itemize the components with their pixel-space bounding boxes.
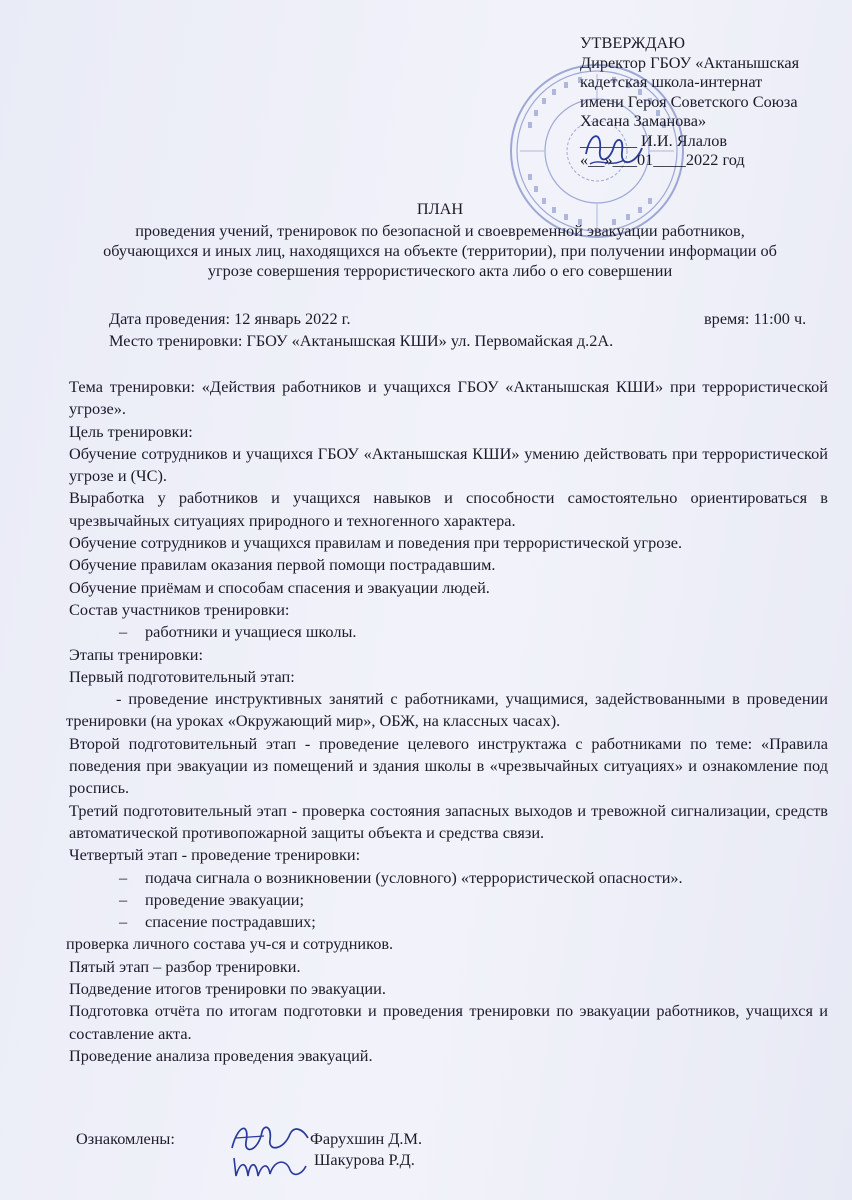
stage4-item xyxy=(66,889,828,911)
stage5: Пятый этап – разбор тренировки. xyxy=(69,956,301,976)
stage4-label: Четвертый этап - проведение тренировки: xyxy=(69,845,361,865)
training-time: время: 11:00 ч. xyxy=(704,309,807,328)
closing-item: Подведение итогов тренировки по эвакуации. xyxy=(69,979,386,999)
goal-item: Выработка у работников и учащихся навыков и способности самостоятельно ориентироваться в чрезвычайных ситуациях природного и техногенного характера. xyxy=(69,488,828,530)
document-title xyxy=(60,199,820,281)
goal-item: Обучение приёмам и способам спасения и эвакуации людей. xyxy=(69,577,490,597)
dash-marker: – xyxy=(119,912,128,932)
approval-line: кадетская школа-интернат xyxy=(580,72,763,91)
training-topic: Тема тренировки: «Действия работников и учащихся ГБОУ «Актанышская КШИ» при террористической угрозе». xyxy=(69,377,828,419)
approval-signature-line: _______ И.И. Ялалов xyxy=(580,130,728,150)
signers-label: Ознакомлены: xyxy=(76,1129,175,1148)
approval-line: Директор ГБОУ «Актанышская xyxy=(580,52,800,72)
stage4-item-text: подача сигнала о возникновении (условного) «террористической опасности». xyxy=(145,867,683,887)
stage1-item: - проведение инструктивных занятий с работниками, учащимися, задействованными в проведении тренировки (на уроках «Окружающий мир», ОБЖ, на классных часах). xyxy=(66,689,828,731)
participants-item xyxy=(66,621,828,643)
stage4-item-text: проведение эвакуации; xyxy=(145,889,305,909)
title-heading: ПЛАН xyxy=(416,199,464,218)
dash-marker: – xyxy=(119,622,128,642)
participants-item-text: работники и учащиеся школы. xyxy=(145,622,357,642)
stage4-item-text: спасение пострадавших; xyxy=(145,912,316,932)
signer-name: Фарухшин Д.М. xyxy=(310,1129,423,1148)
signature-2 xyxy=(228,1148,310,1184)
stage3: Третий подготовительный этап - проверка состояния запасных выходов и тревожной сигнализации, средств автоматической противопожарной защиты объекта и средства связи. xyxy=(69,800,828,842)
dash-marker: – xyxy=(119,889,128,909)
signer-name: Шакурова Р.Д. xyxy=(314,1150,415,1169)
goal-label: Цель тренировки: xyxy=(69,421,193,441)
closing-item: Подготовка отчёта по итогам подготовки и проведения тренировки по эвакуации работников, учащихся и составление акта. xyxy=(69,1001,828,1043)
stage1-label: Первый подготовительный этап: xyxy=(69,666,295,686)
dash-marker: – xyxy=(119,867,128,887)
title-line: обучающихся и иных лиц, находящихся на объекте (территории), при получении информации об xyxy=(103,241,777,260)
title-line: проведения учений, тренировок по безопасной и своевременной эвакуации работников, xyxy=(135,221,745,240)
goal-item: Обучение сотрудников и учащихся правилам и поведения при террористической угрозе. xyxy=(69,533,683,553)
training-date: Дата проведения: 12 январь 2022 г. xyxy=(109,309,351,328)
signers-block xyxy=(76,1128,596,1188)
closing-item: Проведение анализа проведения эвакуаций. xyxy=(69,1045,373,1065)
stage2: Второй подготовительный этап - проведение целевого инструктажа с работниками по теме: «Правила поведения при эвакуации из помещений и здания школы в «чрезвычайных ситуациях» и ознакомление под роспись. xyxy=(69,733,828,798)
approval-heading: УТВЕРЖДАЮ xyxy=(580,33,685,52)
stage4-after: проверка личного состава уч-ся и сотрудников. xyxy=(66,934,394,954)
approval-line: имени Героя Советского Союза xyxy=(580,91,798,111)
stages-label: Этапы тренировки: xyxy=(69,644,204,664)
approval-date: «__»___01____2022 год xyxy=(580,150,745,169)
document-body xyxy=(66,376,828,1067)
approval-line: Хасана Заманова» xyxy=(580,111,707,130)
goal-item: Обучение сотрудников и учащихся ГБОУ «Актанышская КШИ» умению действовать при террористической угрозе и (ЧС). xyxy=(69,443,828,486)
training-place: Место тренировки: ГБОУ «Актанышская КШИ» ул. Первомайская д.2А. xyxy=(109,331,614,350)
title-line: угрозе совершения террористического акта либо о его совершении xyxy=(207,261,673,280)
stage4-item xyxy=(66,867,828,889)
goal-item: Обучение правилам оказания первой помощи пострадавшим. xyxy=(69,555,496,575)
stage4-item xyxy=(66,911,828,933)
participants-label: Состав участников тренировки: xyxy=(69,599,290,619)
